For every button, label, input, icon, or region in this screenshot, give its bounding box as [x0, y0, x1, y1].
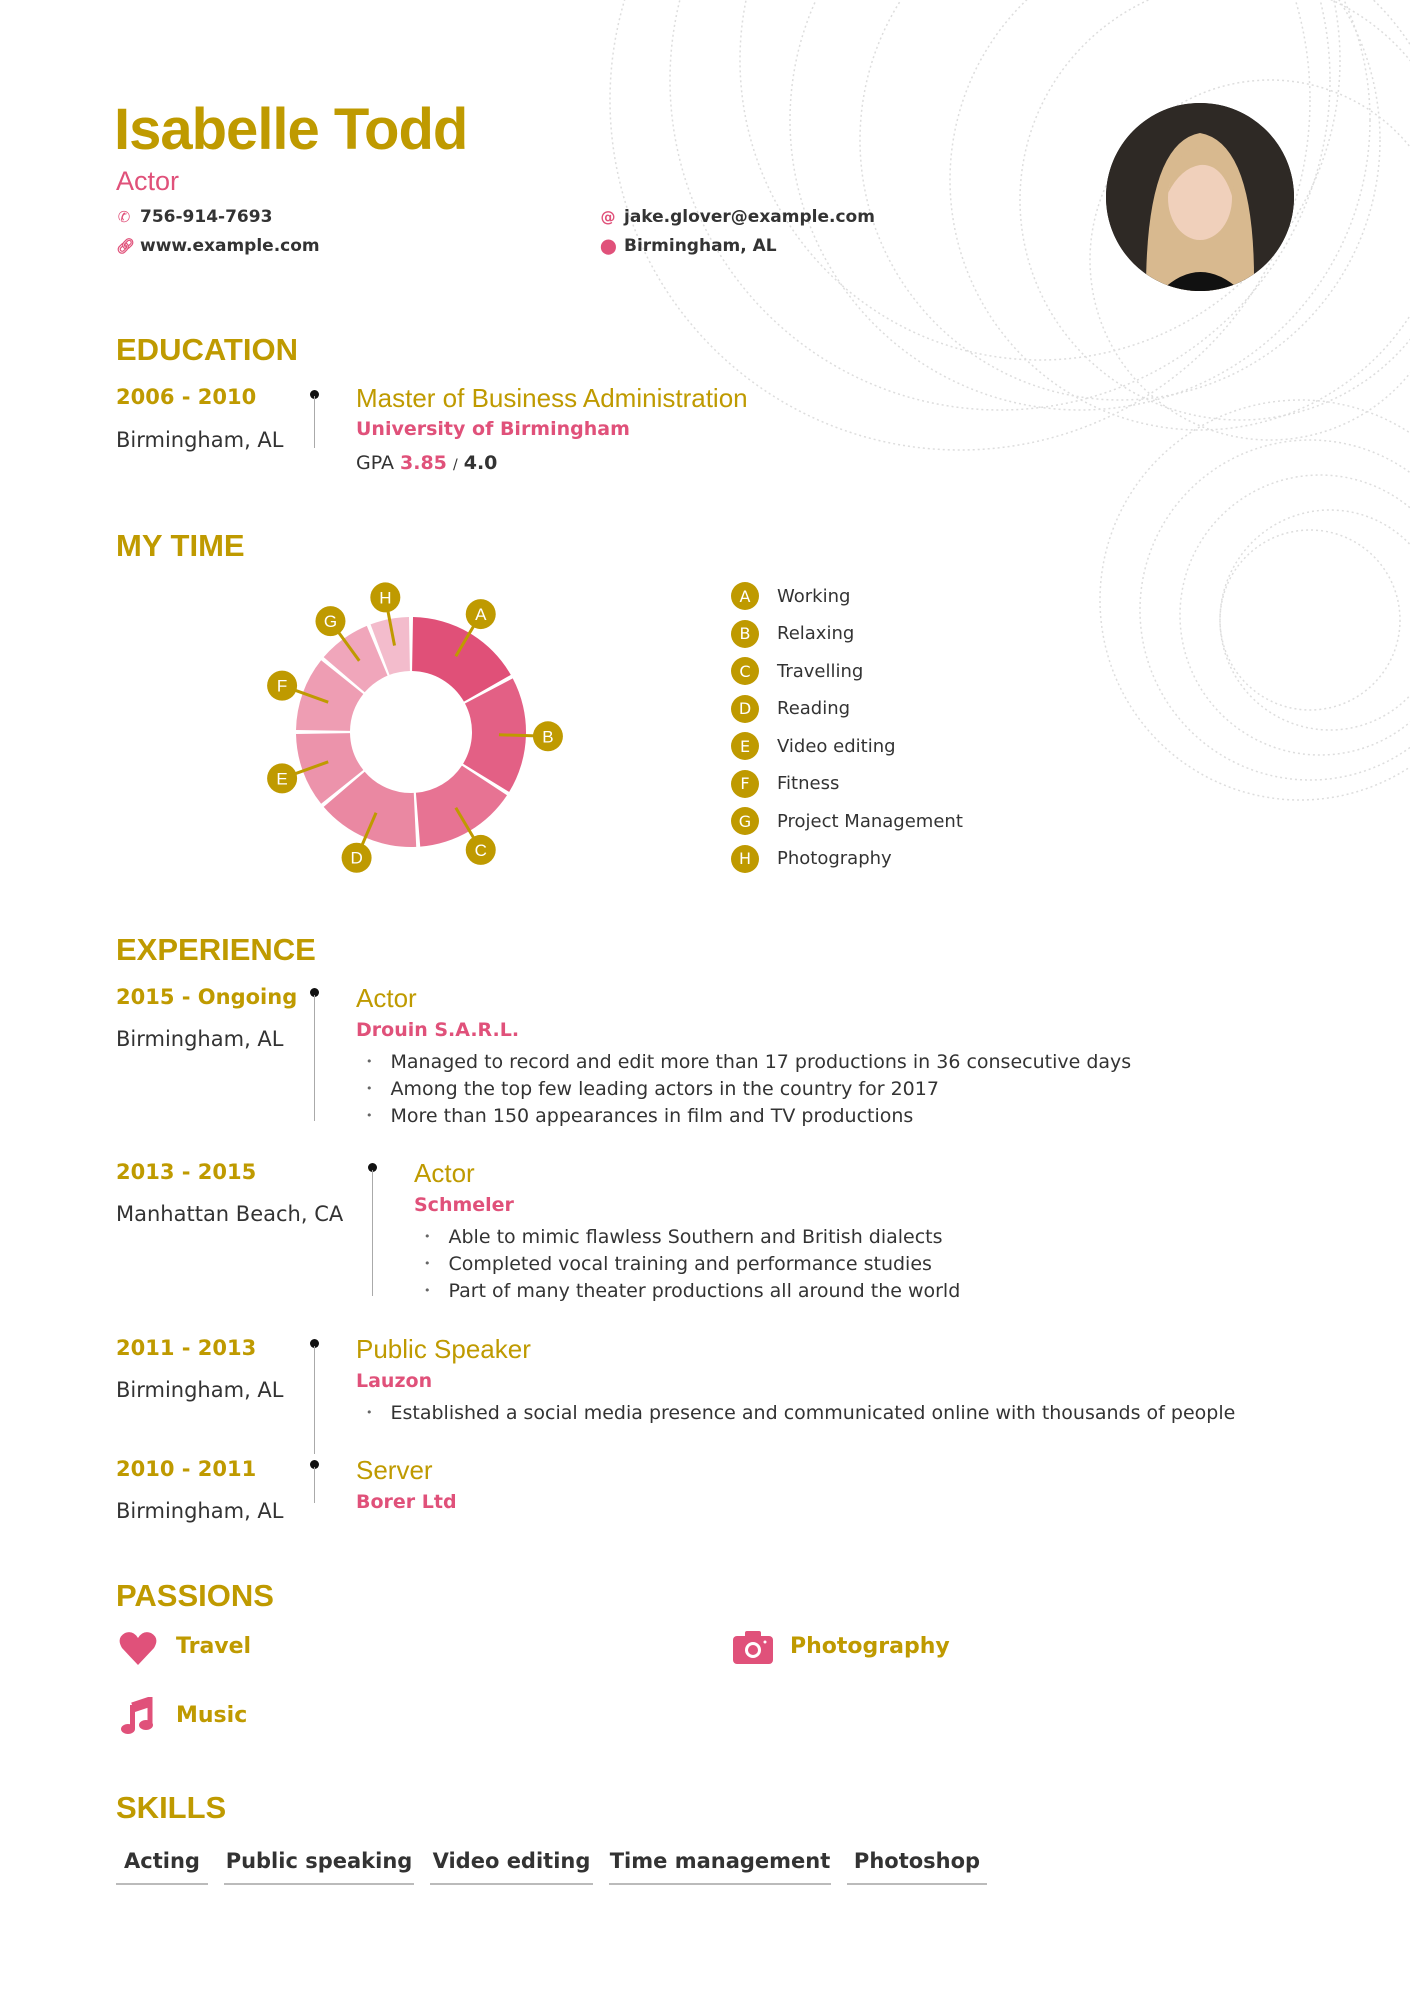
gpa-max: 4.0	[463, 452, 498, 474]
company-name: Borer Ltd	[356, 1491, 457, 1513]
legend-marker: G	[731, 807, 759, 835]
legend-marker: F	[731, 770, 759, 798]
time-donut-chart	[250, 570, 580, 890]
passion-photography	[733, 1630, 773, 1668]
music-icon	[120, 1697, 156, 1735]
location	[600, 236, 777, 256]
section-title-education: EDUCATION	[116, 332, 298, 367]
experience-dates: 2013 - 2015	[116, 1160, 257, 1184]
legend-item	[731, 695, 963, 723]
experience-dates: 2010 - 2011	[116, 1457, 257, 1481]
section-title-skills: SKILLS	[116, 1790, 227, 1825]
legend-item	[731, 620, 963, 648]
camera-icon	[733, 1630, 773, 1664]
timeline-line	[314, 995, 315, 1121]
legend-item	[731, 845, 963, 873]
timeline-line	[314, 1467, 315, 1503]
legend-item	[731, 770, 963, 798]
slice-label: F	[276, 676, 288, 696]
experience-bullet: • Part of many theater productions all around the world	[442, 1280, 960, 1302]
experience-bullet: • Completed vocal training and performance studies	[442, 1253, 932, 1275]
legend-item	[731, 732, 963, 760]
education-location: Birmingham, AL	[116, 428, 284, 452]
candidate-role: Actor	[116, 166, 180, 196]
passion-label: Travel	[176, 1634, 252, 1659]
website[interactable]	[116, 236, 320, 256]
legend-marker: E	[731, 732, 759, 760]
legend-item	[731, 582, 963, 610]
experience-location: Birmingham, AL	[116, 1027, 284, 1051]
section-title-my-time: MY TIME	[116, 528, 245, 563]
job-title: Actor	[414, 1158, 475, 1188]
slice-label: E	[276, 769, 288, 789]
avatar	[1106, 103, 1294, 291]
legend-marker: D	[731, 695, 759, 723]
slice-label: D	[350, 848, 363, 868]
company-name: Lauzon	[356, 1370, 433, 1392]
experience-bullet: • Among the top few leading actors in the country for 2017	[384, 1078, 939, 1100]
job-title: Public Speaker	[356, 1334, 531, 1364]
legend-label: Travelling	[777, 660, 864, 682]
chart-legend	[731, 582, 963, 873]
location-text: Birmingham, AL	[624, 236, 777, 256]
timeline-line	[314, 396, 315, 448]
degree-title: Master of Business Administration	[356, 383, 748, 413]
legend-marker: A	[731, 582, 759, 610]
education-dates: 2006 - 2010	[116, 385, 257, 409]
skills-list	[116, 1849, 987, 1885]
school-name: University of Birmingham	[356, 418, 630, 440]
link-icon: 🔗︎	[116, 237, 136, 255]
at-icon: @	[600, 208, 616, 226]
gpa-separator: /	[452, 457, 458, 473]
experience-bullet: • Managed to record and edit more than 17 productions in 36 consecutive days	[384, 1051, 1131, 1073]
heart-icon	[118, 1630, 158, 1666]
slice-label: C	[474, 840, 487, 860]
gpa-value: 3.85	[400, 452, 447, 474]
legend-item	[731, 807, 963, 835]
experience-location: Birmingham, AL	[116, 1378, 284, 1402]
map-pin-icon: ⬤	[600, 237, 617, 255]
gpa-label: GPA	[356, 452, 394, 474]
section-title-experience: EXPERIENCE	[116, 932, 316, 967]
company-name: Drouin S.A.R.L.	[356, 1019, 520, 1041]
passion-music	[120, 1697, 156, 1739]
legend-item	[731, 657, 963, 685]
company-name: Schmeler	[414, 1194, 514, 1216]
candidate-name: Isabelle Todd	[114, 97, 468, 162]
legend-label: Reading	[777, 698, 851, 719]
passion-travel	[118, 1630, 158, 1670]
legend-label: Fitness	[777, 773, 840, 794]
legend-label: Relaxing	[777, 623, 855, 644]
legend-marker: B	[731, 620, 759, 648]
legend-label: Video editing	[777, 735, 896, 757]
experience-dates: 2015 - Ongoing	[116, 985, 298, 1009]
section-title-passions: PASSIONS	[116, 1578, 274, 1613]
slice-label: G	[323, 612, 338, 632]
experience-location: Manhattan Beach, CA	[116, 1202, 344, 1226]
email-text[interactable]: jake.glover@example.com	[624, 207, 875, 227]
legend-label: Photography	[777, 848, 892, 869]
legend-label: Project Management	[777, 810, 963, 832]
timeline-line	[314, 1346, 315, 1454]
skill-tag: Time management	[609, 1849, 831, 1885]
skill-tag: Acting	[116, 1849, 208, 1885]
phone-text: 756-914-7693	[140, 207, 273, 227]
experience-location: Birmingham, AL	[116, 1499, 284, 1523]
skill-tag: Video editing	[430, 1849, 593, 1885]
legend-marker: H	[731, 845, 759, 873]
website-text[interactable]: www.example.com	[140, 236, 320, 256]
slice-label: B	[542, 727, 554, 747]
timeline-line	[372, 1170, 373, 1296]
slice-label: H	[379, 588, 392, 608]
legend-label: Working	[777, 585, 851, 607]
legend-marker: C	[731, 657, 759, 685]
experience-bullet: • Able to mimic flawless Southern and British dialects	[442, 1226, 943, 1248]
phone	[116, 207, 272, 227]
slice-label: A	[475, 605, 487, 625]
gpa	[356, 452, 497, 474]
skill-tag: Photoshop	[847, 1849, 987, 1885]
email[interactable]	[600, 207, 875, 227]
experience-bullet: • Established a social media presence and communicated online with thousands of people	[384, 1402, 1235, 1424]
job-title: Server	[356, 1455, 433, 1485]
experience-dates: 2011 - 2013	[116, 1336, 257, 1360]
passion-label: Photography	[790, 1634, 950, 1659]
phone-icon: ✆	[117, 208, 131, 226]
experience-bullet: • More than 150 appearances in film and TV productions	[384, 1105, 913, 1127]
skill-tag: Public speaking	[224, 1849, 414, 1885]
job-title: Actor	[356, 983, 417, 1013]
passion-label: Music	[176, 1703, 248, 1728]
